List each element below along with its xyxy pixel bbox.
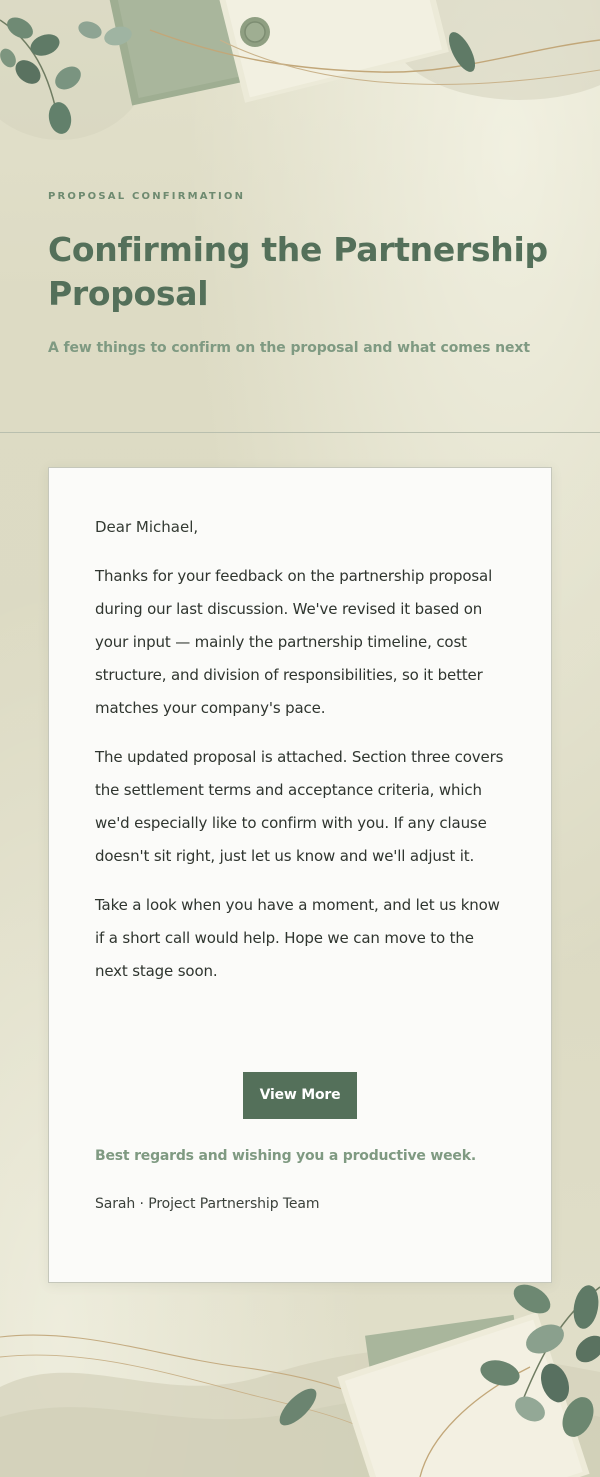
footer-leaves-illustration <box>0 1277 600 1477</box>
button-container <box>49 1072 551 1119</box>
paragraph-3: Take a look when you have a moment, and let us know if a short call would help. Hope we can move to the next stage soon. <box>95 896 500 980</box>
email-title: Confirming the Partnership Proposal <box>48 230 548 313</box>
paragraph-2: The updated proposal is attached. Section three covers the settlement terms and acceptance criteria, which we'd especially like to confirm with you. If any clause doesn't sit right, just let us know and we'll adjust it. <box>95 748 504 865</box>
header-divider <box>0 432 600 433</box>
eyebrow-label: PROPOSAL CONFIRMATION <box>48 191 246 202</box>
email-subtitle: A few things to confirm on the proposal and what comes next <box>48 340 530 356</box>
view-more-button[interactable]: View More <box>243 1072 357 1119</box>
letter-body <box>95 516 509 988</box>
greeting: Dear Michael, <box>95 518 199 536</box>
email-header <box>48 190 552 358</box>
closing-line: Best regards and wishing you a productive week. <box>95 1148 476 1164</box>
signature: Sarah · Project Partnership Team <box>95 1196 320 1212</box>
paragraph-1: Thanks for your feedback on the partnership proposal during our last discussion. We've revised it based on your input — mainly the partnership timeline, cost structure, and division of responsibilities, so it better matches your company's pace. <box>95 567 493 717</box>
letter-card <box>48 467 552 1283</box>
envelope-leaves-illustration <box>0 0 600 170</box>
